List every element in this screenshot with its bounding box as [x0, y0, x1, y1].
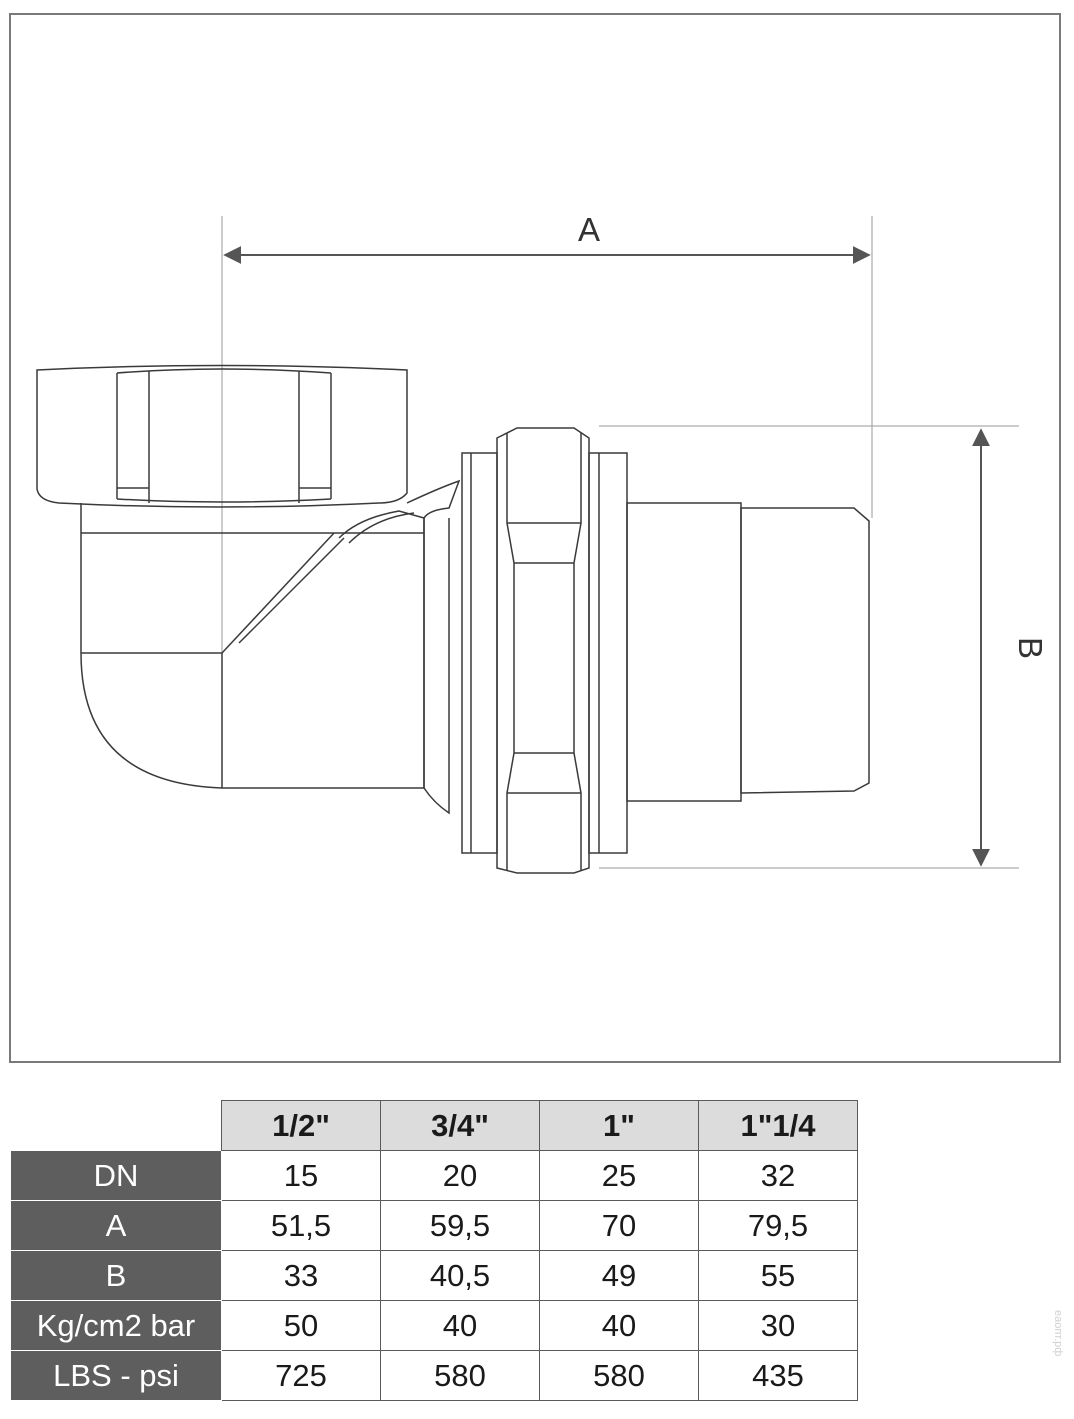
size-header: 1/2": [222, 1101, 381, 1151]
table-cell: 70: [540, 1201, 699, 1251]
table-cell: 20: [381, 1151, 540, 1201]
table-cell: 55: [699, 1251, 858, 1301]
table-row: [11, 1251, 858, 1301]
size-header: 3/4": [381, 1101, 540, 1151]
table-cell: 32: [699, 1151, 858, 1201]
table-corner: [11, 1101, 222, 1151]
row-label: LBS - psi: [11, 1351, 222, 1401]
size-header: 1"1/4: [699, 1101, 858, 1151]
size-header: 1": [540, 1101, 699, 1151]
table-cell: 580: [381, 1351, 540, 1401]
table-cell: 435: [699, 1351, 858, 1401]
dimension-b-label: B: [1012, 636, 1049, 660]
table-cell: 51,5: [222, 1201, 381, 1251]
fitting-drawing: [9, 13, 1063, 1065]
table-cell: 59,5: [381, 1201, 540, 1251]
table-cell: 25: [540, 1151, 699, 1201]
table-cell: 725: [222, 1351, 381, 1401]
table-cell: 30: [699, 1301, 858, 1351]
table-cell: 580: [540, 1351, 699, 1401]
table-cell: 79,5: [699, 1201, 858, 1251]
union-hex-nut: [497, 428, 589, 873]
table-row: [11, 1201, 858, 1251]
tail-pipe: [627, 503, 741, 801]
technical-drawing-frame: [9, 13, 1061, 1063]
table-cell: 40: [381, 1301, 540, 1351]
table-cell: 33: [222, 1251, 381, 1301]
tail-pipe-end: [741, 508, 869, 793]
table-cell: 40: [540, 1301, 699, 1351]
table-cell: 49: [540, 1251, 699, 1301]
dimension-a-label: A: [577, 211, 601, 248]
table-cell: 15: [222, 1151, 381, 1201]
table-cell: 50: [222, 1301, 381, 1351]
table-row: [11, 1301, 858, 1351]
union-ring-left: [462, 453, 497, 853]
dimensions-table: [11, 1100, 858, 1401]
table-cell: 40,5: [381, 1251, 540, 1301]
table-row: [11, 1351, 858, 1401]
size-header-row: [11, 1101, 858, 1151]
row-label: DN: [11, 1151, 222, 1201]
row-label: B: [11, 1251, 222, 1301]
row-label: Kg/cm2 bar: [11, 1301, 222, 1351]
elbow-body: [81, 481, 459, 788]
union-ring-right: [589, 453, 627, 853]
table-row: [11, 1151, 858, 1201]
watermark: еаопт.рф: [1052, 1310, 1064, 1357]
row-label: A: [11, 1201, 222, 1251]
